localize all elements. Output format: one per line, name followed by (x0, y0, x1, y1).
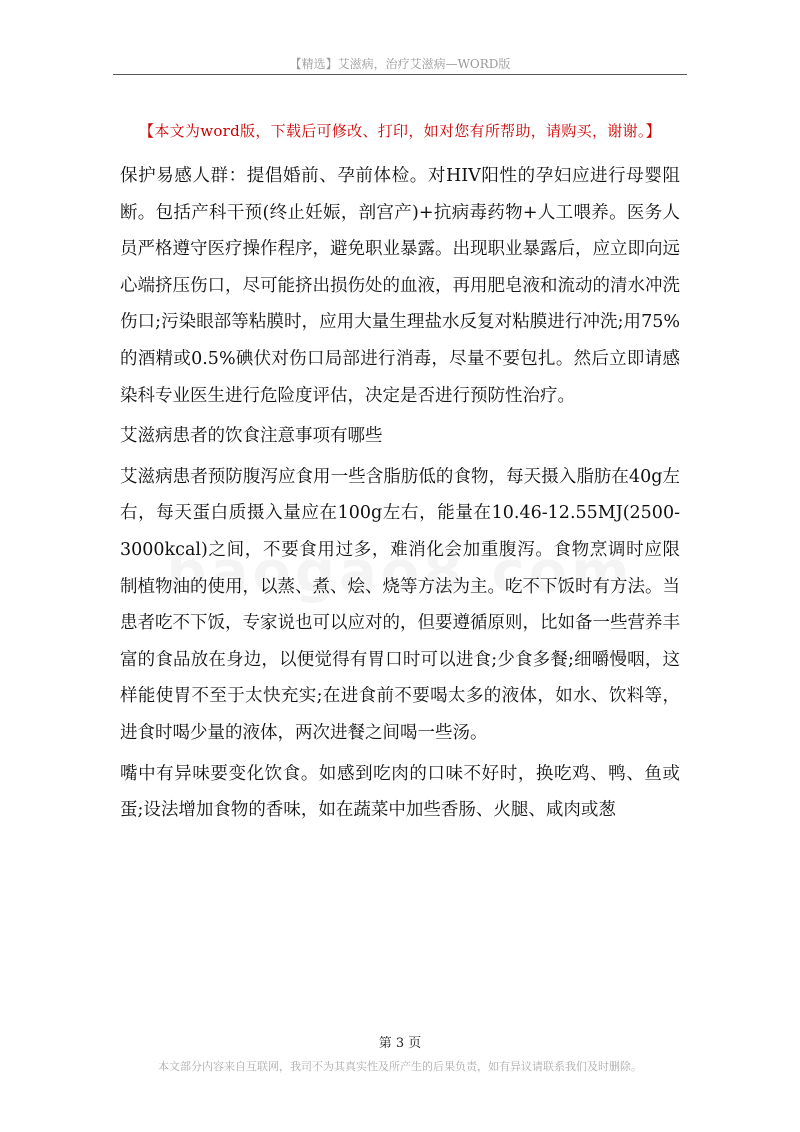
header-divider (113, 74, 687, 75)
paragraph-diet: 艾滋病患者预防腹泻应食用一些含脂肪低的食物，每天摄入脂肪在40g左右，每天蛋白质摄入量应在100g左右，能量在10.46-12.55MJ(2500-3000kcal)之间，不要食用过多，难消化会加重腹泻。食物烹调时应限制植物油的使用，以蒸、煮、烩、烧等方法为主。吃不下饭时有方法。当患者吃不下饭，专家说也可以应对的，但要遵循原则，比如备一些营养丰富的食品放在身边，以便觉得有胃口时可以进食;少食多餐;细嚼慢咽，这样能使胃不至于太快充实;在进食前不要喝太多的液体，如水、饮料等，进食时喝少量的液体，两次进餐之间喝一些汤。 (120, 466, 680, 743)
page-number: 第 3 页 (378, 1036, 422, 1051)
page-footer-disclaimer: 本文部分内容来自互联网，我司不为其真实性及所产生的后果负责，如有异议请联系我们及时删除。 (158, 1060, 642, 1073)
download-notice: 【本文为word版，下载后可修改、打印，如对您有所帮助，请购买，谢谢。】 (139, 122, 661, 140)
page-header: 【精选】艾滋病，治疗艾滋病—WORD版 (289, 57, 511, 71)
paragraph-taste: 嘴中有异味要变化饮食。如感到吃肉的口味不好时，换吃鸡、鸭、鱼或蛋;设法增加食物的香味，如在蔬菜中加些香肠、火腿、咸肉或葱 (120, 763, 680, 821)
section-heading-diet: 艾滋病患者的饮食注意事项有哪些 (120, 426, 383, 447)
document-body (120, 158, 680, 829)
paragraph-prevention: 保护易感人群：提倡婚前、孕前体检。对HIV阳性的孕妇应进行母婴阻断。包括产科干预(终止妊娠，剖宫产)+抗病毒药物+人工喂养。医务人员严格遵守医疗操作程序，避免职业暴露。出现职业暴露后，应立即向远心端挤压伤口，尽可能挤出损伤处的血液，再用肥皂液和流动的清水冲洗伤口;污染眼部等粘膜时，应用大量生理盐水反复对粘膜进行冲洗;用75%的酒精或0.5%碘伏对伤口局部进行消毒，尽量不要包扎。然后立即请感染科专业医生进行危险度评估，决定是否进行预防性治疗。 (120, 166, 680, 406)
